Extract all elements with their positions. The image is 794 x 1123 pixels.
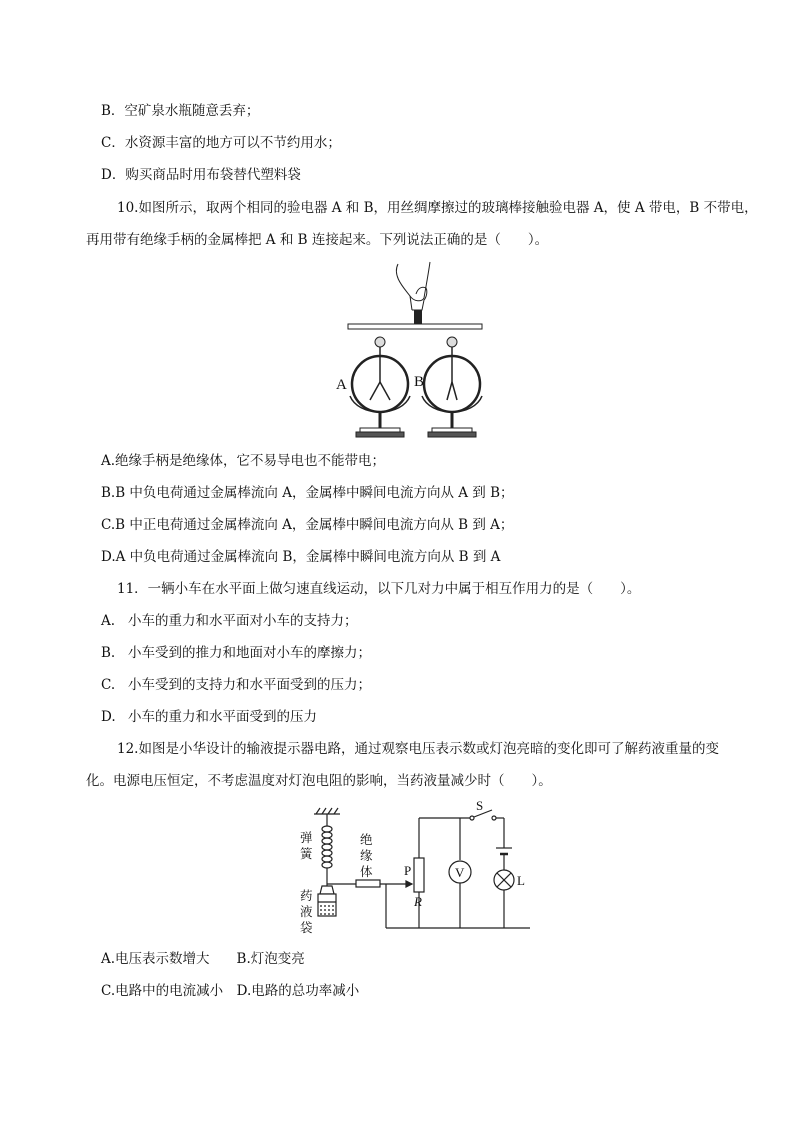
spring-label — [300, 830, 314, 861]
q9-option-c: C．水资源丰富的地方可以不节约用水； — [101, 135, 341, 151]
q11-option-c-letter: C. — [101, 677, 116, 693]
q11-option-d-letter: D. — [101, 709, 116, 725]
q10-stem-line2: 再用带有绝缘手柄的金属棒把 A 和 B 连接起来。下列说法正确的是（ ）。 — [86, 232, 549, 248]
switch-label: S — [476, 798, 484, 813]
q9-option-b: B．空矿泉水瓶随意丢弃； — [101, 103, 260, 119]
slider-arrow — [406, 881, 412, 887]
svg-text:缘: 缘 — [360, 848, 373, 863]
lamp-label: L — [517, 873, 525, 888]
insulator-label — [360, 832, 373, 879]
svg-text:液: 液 — [300, 904, 313, 919]
bag-label — [300, 888, 313, 935]
q12-options-row2: C.电路中的电流减小 D.电路的总功率减小 — [101, 983, 360, 999]
q12-options-row1: A.电压表示数增大 B.灯泡变亮 — [101, 951, 305, 967]
slider-label: P — [404, 863, 412, 878]
infusion-bag-icon — [318, 886, 336, 916]
q11-option-d-text: 小车的重力和水平面受到的压力 — [128, 709, 317, 725]
q11-option-b-letter: B. — [101, 645, 116, 661]
q10-option-c: C.B 中正电荷通过金属棒流向 A，金属棒中瞬间电流方向从 B 到 A； — [101, 517, 514, 533]
infusion-circuit-figure — [300, 798, 532, 938]
q12-stem-line1: 12.如图是小华设计的输液提示器电路，通过观察电压表示数或灯泡亮暗的变化即可了解药液重量的变 — [117, 741, 719, 757]
insulator — [356, 880, 380, 887]
voltmeter-label: V — [455, 865, 465, 880]
q10-option-d: D.A 中负电荷通过金属棒流向 B，金属棒中瞬间电流方向从 B 到 A — [101, 549, 501, 565]
q10-option-a: A.绝缘手柄是绝缘体，它不易导电也不能带电； — [101, 453, 386, 469]
spring-icon — [322, 826, 332, 868]
q11-stem: 11．一辆小车在水平面上做匀速直线运动，以下几对力中属于相互作用力的是（ ）。 — [117, 581, 641, 597]
svg-text:袋: 袋 — [300, 920, 313, 935]
rheostat — [414, 858, 424, 892]
electroscope-a — [350, 337, 410, 437]
label-a: A — [336, 377, 347, 393]
switch — [470, 816, 474, 820]
q11-option-d — [101, 707, 317, 727]
q11-option-b-text: 小车受到的推力和地面对小车的摩擦力； — [128, 645, 371, 661]
electroscope-figure — [330, 258, 492, 442]
svg-text:簧: 簧 — [300, 846, 313, 861]
glass-rod — [414, 310, 422, 324]
q11-option-b — [101, 643, 371, 663]
q12-stem-line2: 化。电源电压恒定，不考虑温度对灯泡电阻的影响，当药液量减少时（ ）。 — [86, 773, 552, 789]
rheostat-label: R — [414, 894, 422, 909]
svg-text:弹: 弹 — [300, 830, 313, 845]
svg-text:绝: 绝 — [360, 832, 373, 847]
q10-option-b: B.B 中负电荷通过金属棒流向 A，金属棒中瞬间电流方向从 A 到 B； — [101, 485, 514, 501]
q11-option-c-text: 小车受到的支持力和水平面受到的压力； — [128, 677, 371, 693]
q11-option-a-letter: A. — [101, 613, 116, 629]
svg-text:药: 药 — [300, 888, 313, 903]
svg-text:体: 体 — [360, 864, 373, 879]
q11-option-a — [101, 611, 358, 631]
hand-icon — [396, 262, 430, 310]
metal-rod — [348, 324, 482, 329]
q10-stem-line1: 10.如图所示，取两个相同的验电器 A 和 B，用丝绸摩擦过的玻璃棒接触验电器 A，使 A 带电，B 不带电， — [117, 200, 758, 216]
q11-option-a-text: 小车的重力和水平面对小车的支持力； — [128, 613, 358, 629]
q9-option-d: D．购买商品时用布袋替代塑料袋 — [101, 167, 301, 183]
electroscope-b — [422, 337, 482, 437]
label-b: B — [414, 374, 425, 390]
q11-option-c — [101, 675, 371, 695]
